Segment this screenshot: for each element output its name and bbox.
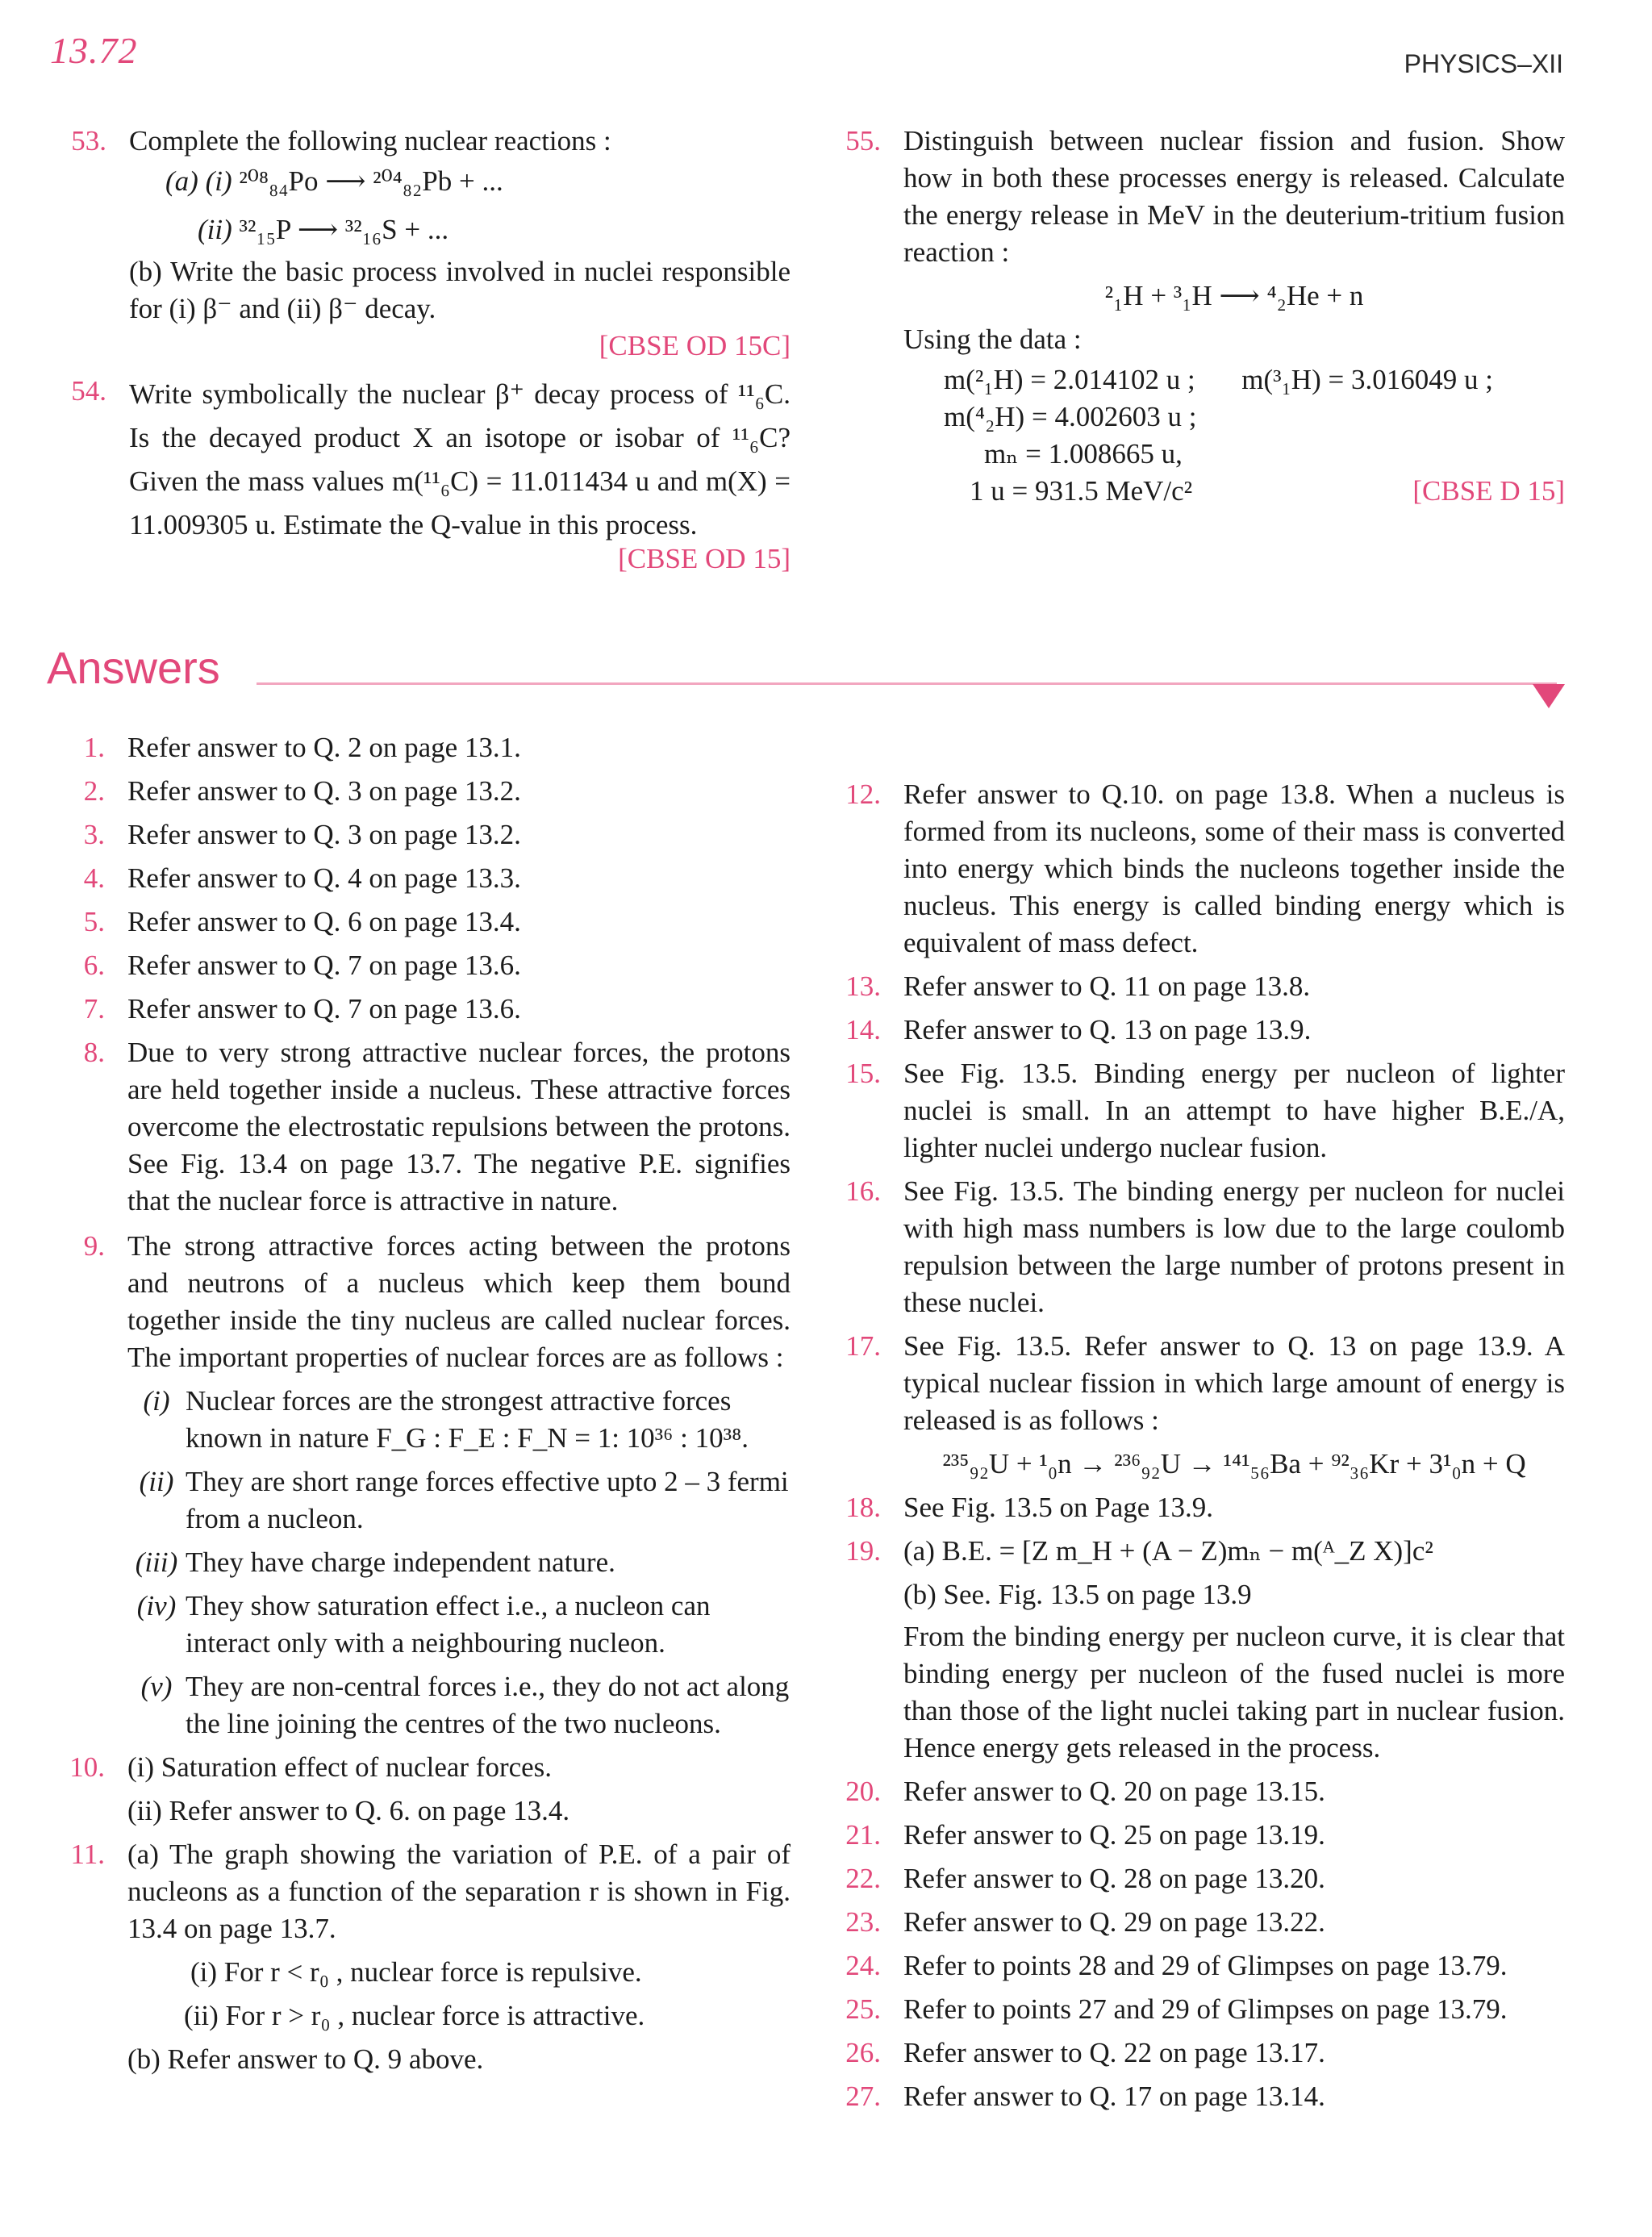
answer-number: 8. — [83, 1037, 105, 1068]
part-label: (a) — [165, 165, 198, 197]
data-line — [903, 361, 1565, 399]
answer-item — [845, 1904, 1565, 1941]
answers-left-column — [69, 729, 791, 2085]
data-value: m(⁴₂H) = 4.002603 u ; — [944, 401, 1197, 432]
answer-text: Refer answer to Q. 7 on page 13.6. — [127, 949, 521, 981]
answer-text: Refer to points 28 and 29 of Glimpses on page 13.79. — [903, 1950, 1508, 1981]
answer-item — [83, 904, 791, 941]
answer-item — [845, 1055, 1565, 1166]
point-label: (ii) — [139, 1466, 174, 1497]
question-text: Complete the following nuclear reactions : — [129, 125, 611, 157]
heading-rule — [257, 682, 1557, 685]
cbse-tag: [CBSE OD 15C] — [599, 330, 791, 361]
answer-item — [845, 1012, 1565, 1049]
answer-text: Refer answer to Q. 3 on page 13.2. — [127, 775, 521, 807]
answer-item — [845, 1328, 1565, 1483]
answer-item — [83, 816, 791, 853]
answer-text: Refer to points 27 and 29 of Glimpses on page 13.79. — [903, 1993, 1508, 2025]
question-number: 55. — [845, 125, 881, 157]
answer-item — [83, 860, 791, 897]
answer-number: 26. — [845, 2037, 881, 2068]
property-item — [127, 1588, 791, 1662]
point-text: They are short range forces effective upto 2 – 3 fermi from a nucleon. — [186, 1466, 789, 1534]
answer-text: Refer answer to Q. 20 on page 13.15. — [903, 1776, 1325, 1807]
answer-item — [845, 1991, 1565, 2028]
answer-item — [845, 1773, 1565, 1810]
answer-text: (ii) Refer answer to Q. 6. on page 13.4. — [127, 1795, 570, 1826]
running-head: PHYSICS–XII — [1404, 49, 1563, 78]
answer-number: 1. — [83, 732, 105, 763]
answer-number: 18. — [845, 1492, 881, 1523]
point-label: (iv) — [136, 1590, 177, 1621]
answer-number: 12. — [845, 778, 881, 810]
answer-text: Refer answer to Q. 29 on page 13.22. — [903, 1906, 1325, 1938]
answer-text: See Fig. 13.5. The binding energy per nucleon for nuclei with high mass numbers is low due to the large coulomb repulsion between the large number of protons present in these nuclei. — [903, 1175, 1565, 1318]
point-text: They show saturation effect i.e., a nucleon can interact only with a neighbouring nucleon. — [186, 1590, 711, 1659]
answer-text: Refer answer to Q. 25 on page 13.19. — [903, 1819, 1325, 1851]
data-value: m(³₁H) = 3.016049 u ; — [1241, 364, 1493, 395]
part-label: (i) — [205, 165, 232, 197]
property-item — [127, 1383, 791, 1457]
answer-text: From the binding energy per nucleon curve, it is clear that binding energy per nucleon of the fused nuclei is more than those of the light nuclei taking part in nuclear fusion. Hence energy gets released in the process. — [903, 1621, 1565, 1763]
answer-item — [70, 1836, 791, 2078]
answer-text: See Fig. 13.5 on Page 13.9. — [903, 1492, 1214, 1523]
answer-text: Refer answer to Q. 22 on page 13.17. — [903, 2037, 1325, 2068]
reaction-a-i — [129, 163, 791, 200]
data-value: mₙ = 1.008665 u, — [984, 438, 1183, 470]
part-label: (ii) — [198, 214, 232, 245]
cbse-tag: [CBSE OD 15] — [618, 543, 791, 574]
point-label: (v) — [140, 1671, 173, 1702]
property-item — [127, 1463, 791, 1538]
answer-number: 6. — [83, 949, 105, 981]
answer-item — [83, 773, 791, 810]
answer-number: 16. — [845, 1175, 881, 1207]
answers-heading: Answers — [47, 642, 220, 693]
answer-text: Refer answer to Q. 7 on page 13.6. — [127, 993, 521, 1025]
question-text: Distinguish between nuclear fission and fusion. Show how in both these processes energy is released. Calculate the energy release in MeV in the deuterium-tritium fusion reaction : — [903, 125, 1565, 268]
answer-item — [845, 1533, 1565, 1767]
answer-number: 2. — [83, 775, 105, 807]
answer-item — [845, 1173, 1565, 1321]
equation: ³²₁₅P ⟶ ³²₁₆S + ... — [239, 214, 449, 245]
triangle-marker-icon — [1533, 684, 1565, 708]
answer-number: 3. — [83, 819, 105, 850]
answer-text: Refer answer to Q. 17 on page 13.14. — [903, 2080, 1325, 2112]
answer-item — [69, 1749, 791, 1830]
answer-item — [83, 991, 791, 1028]
answer-text: Refer answer to Q. 6 on page 13.4. — [127, 906, 521, 937]
answer-text: See Fig. 13.5. Refer answer to Q. 13 on page 13.9. A typical nuclear fission in which large amount of energy is released is as follows : — [903, 1330, 1565, 1436]
property-item — [127, 1668, 791, 1742]
answer-text: See Fig. 13.5. Binding energy per nucleon of lighter nuclei is small. In an attempt to have higher B.E./A, lighter nuclei undergo nuclear fusion. — [903, 1058, 1565, 1163]
answer-item — [845, 2078, 1565, 2115]
answer-number: 9. — [83, 1230, 105, 1262]
answer-item — [845, 2035, 1565, 2072]
answer-item — [83, 729, 791, 766]
answer-text: Refer answer to Q. 2 on page 13.1. — [127, 732, 521, 763]
answer-item — [845, 1860, 1565, 1897]
data-line — [903, 473, 1565, 510]
point-text: Nuclear forces are the strongest attractive forces known in nature F_G : F_E : F_N = 1: 10³⁶ : 10³⁸. — [186, 1385, 749, 1454]
question-number: 53. — [71, 125, 106, 157]
answer-text: Refer answer to Q.10. on page 13.8. When a nucleus is formed from its nucleons, some of their mass is converted into energy which binds the nucleons together inside the nucleus. This energy is called binding energy which is equivalent of mass defect. — [903, 778, 1565, 958]
answer-text: Refer answer to Q. 11 on page 13.8. — [903, 970, 1311, 1002]
answer-text: (i) For r < r₀ , nuclear force is repulsive. — [190, 1956, 642, 1988]
answer-text: (b) Refer answer to Q. 9 above. — [127, 2043, 484, 2075]
answer-number: 23. — [845, 1906, 881, 1938]
point-label: (iii) — [135, 1546, 178, 1578]
answer-number: 22. — [845, 1863, 881, 1894]
fission-equation: ²³⁵₉₂U + ¹₀n → ²³⁶₉₂U → ¹⁴¹₅₆Ba + ⁹²₃₆Kr + 3¹₀n + Q — [942, 1448, 1526, 1480]
answer-text: Refer answer to Q. 13 on page 13.9. — [903, 1014, 1312, 1045]
answer-text: Refer answer to Q. 28 on page 13.20. — [903, 1863, 1325, 1894]
answer-number: 24. — [845, 1950, 881, 1981]
point-text: They are non-central forces i.e., they do not act along the line joining the centres of the two nucleons. — [186, 1671, 790, 1739]
answer-number: 4. — [83, 862, 105, 894]
answer-text: The strong attractive forces acting between the protons and neutrons of a nucleus which keep them bound together inside the tiny nucleus are called nuclear forces. The important properties of nuclear forces are as follows : — [127, 1230, 791, 1373]
equation: ²⁰⁸₈₄Po ⟶ ²⁰⁴₈₂Pb + ... — [239, 165, 503, 197]
answer-number: 19. — [845, 1535, 881, 1567]
answer-item — [845, 968, 1565, 1005]
question-54 — [71, 373, 791, 578]
answer-number: 10. — [69, 1751, 105, 1783]
answer-text: (i) Saturation effect of nuclear forces. — [127, 1751, 553, 1783]
answer-item — [845, 776, 1565, 962]
questions-left-column — [71, 123, 791, 578]
question-53 — [71, 123, 791, 365]
question-number: 54. — [71, 375, 106, 407]
answer-number: 20. — [845, 1776, 881, 1807]
question-part-b: (b) Write the basic process involved in nuclei responsible for (i) β⁻ and (ii) β⁻ decay. — [129, 256, 791, 324]
questions-right-column — [845, 123, 1565, 510]
cbse-tag: [CBSE D 15] — [1412, 475, 1565, 507]
point-text: They have charge independent nature. — [186, 1546, 615, 1578]
answer-item — [83, 947, 791, 984]
answer-text: Refer answer to Q. 3 on page 13.2. — [127, 819, 521, 850]
answer-number: 7. — [83, 993, 105, 1025]
question-55 — [845, 123, 1565, 510]
answers-right-column — [845, 776, 1565, 2122]
answer-item — [845, 1817, 1565, 1854]
answer-text: (b) See. Fig. 13.5 on page 13.9 — [903, 1579, 1252, 1610]
answer-number: 27. — [845, 2080, 881, 2112]
answer-number: 13. — [845, 970, 881, 1002]
answer-text: Refer answer to Q. 4 on page 13.3. — [127, 862, 521, 894]
answer-number: 14. — [845, 1014, 881, 1045]
answer-number: 25. — [845, 1993, 881, 2025]
answer-text: (a) The graph showing the variation of P.E. of a pair of nucleons as a function of the separation r is shown in Fig. 13.4 on page 13.7. — [127, 1838, 791, 1944]
answer-number: 21. — [845, 1819, 881, 1851]
point-label: (i) — [143, 1385, 170, 1417]
question-text: Write symbolically the nuclear β⁺ decay process of ¹¹₆C. Is the decayed product X an isotope or isobar of ¹¹₆C? Given the mass values m(¹¹₆C) = 11.011434 u and m(X) = 11.009305 u. Estimate the Q-value in this process. — [129, 378, 791, 540]
answer-item — [845, 1489, 1565, 1526]
answer-item — [845, 1947, 1565, 1985]
page-number: 13.72 — [50, 30, 138, 71]
data-value: 1 u = 931.5 MeV/c² — [970, 475, 1193, 507]
property-item — [127, 1544, 791, 1581]
answer-item — [83, 1228, 791, 1376]
answer-item — [83, 1034, 791, 1220]
answer-number: 15. — [845, 1058, 881, 1089]
reaction-a-ii — [129, 211, 791, 248]
data-intro: Using the data : — [903, 323, 1082, 355]
answer-number: 5. — [83, 906, 105, 937]
answer-text: Due to very strong attractive nuclear forces, the protons are held together inside a nucleus. These attractive forces overcome the electrostatic repulsions between the protons. See Fig. 13.4 on page 13.7. The negative P.E. signifies that the nuclear force is attractive in nature. — [127, 1037, 791, 1217]
answer-number: 11. — [70, 1838, 105, 1870]
fusion-reaction: ²₁H + ³₁H ⟶ ⁴₂He + n — [1104, 280, 1364, 311]
data-value: m(²₁H) = 2.014102 u ; — [944, 364, 1195, 395]
answer-text: (ii) For r > r₀ , nuclear force is attractive. — [184, 2000, 645, 2031]
answer-text: (a) B.E. = [Z m_H + (A − Z)mₙ − m(ᴬ_Z X)]c² — [903, 1535, 1433, 1567]
answer-number: 17. — [845, 1330, 881, 1362]
